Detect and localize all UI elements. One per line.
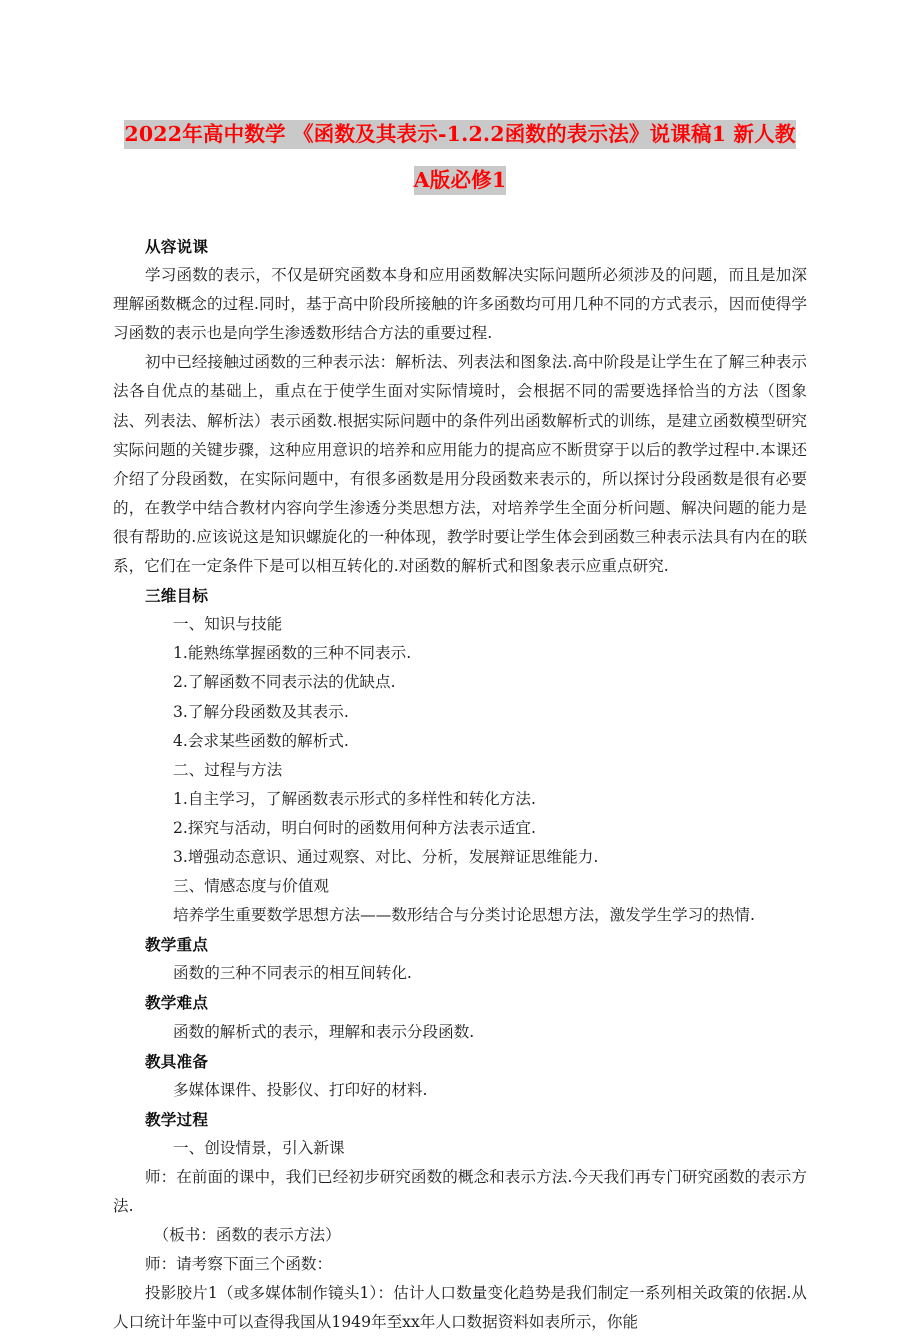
paragraph: 投影胶片1（或多媒体制作镜头1）：估计人口数量变化趋势是我们制定一系列相关政策的依据.从人口统计年鉴中可以查得我国从1949年至xx年人口数据资料如表所示，你能 [113, 1284, 807, 1332]
page-title [113, 112, 807, 202]
section-heading-jiaojuzhunbei: 教具准备 [144, 1051, 209, 1071]
list-item: 三、情感态度与价值观 [173, 877, 329, 896]
list-item: 培养学生重要数学思想方法——数形结合与分类讨论思想方法，激发学生学习的热情. [173, 906, 755, 925]
paragraph: 师：在前面的课中，我们已经初步研究函数的概念和表示方法.今天我们再专门研究函数的表示方法. [113, 1168, 807, 1216]
paragraph: 师：请考察下面三个函数： [144, 1255, 333, 1274]
list-item: 一、创设情景，引入新课 [173, 1138, 345, 1157]
paragraph: 学习函数的表示，不仅是研究函数本身和应用函数解决实际问题所必须涉及的问题，而且是加深理解函数概念的过程.同时，基于高中阶段所接触的许多函数均可用几种不同的方式表示，因而使得学习函数的表示也是向学生渗透数形结合方法的重要过程. [113, 266, 807, 343]
section-heading-jiaoxuenandian: 教学难点 [144, 993, 209, 1013]
section-heading-jiaoxuezhongdian: 教学重点 [144, 935, 209, 955]
list-item: 2.了解函数不同表示法的优缺点. [173, 673, 396, 692]
list-item: 3.增强动态意识、通过观察、对比、分析，发展辩证思维能力. [173, 847, 599, 866]
list-item: 函数的三种不同表示的相互间转化. [173, 964, 412, 983]
list-item: 函数的解析式的表示，理解和表示分段函数. [173, 1022, 475, 1041]
section-heading-jiaoxueguocheng: 教学过程 [144, 1109, 209, 1129]
document-body [113, 232, 807, 1338]
title-line-1 [113, 112, 807, 156]
title-line-1-text: 2022年高中数学 《函数及其表示-1.2.2函数的表示法》说课稿1 新人教 [124, 120, 795, 149]
section-heading-sanweimubiao: 三维目标 [144, 586, 209, 606]
list-item: 2.探究与活动，明白何时的函数用何种方法表示适宜. [173, 818, 536, 837]
list-item: 4.会求某些函数的解析式. [173, 731, 349, 750]
title-line-2-text: A版必修1 [414, 166, 507, 195]
list-item: 一、知识与技能 [173, 615, 283, 634]
paragraph: 初中已经接触过函数的三种表示法：解析法、列表法和图象法.高中阶段是让学生在了解三种表示法各自优点的基础上，重点在于使学生面对实际情境时，会根据不同的需要选择恰当的方法（图象法、列表法、解析法）表示函数.根据实际问题中的条件列出函数解析式的训练，是建立函数模型研究实际问题的关键步骤，这种应用意识的培养和应用能力的提高应不断贯穿于以后的教学过程中.本课还介绍了分段函数，在实际问题中，有很多函数是用分段函数来表示的，所以探讨分段函数是很有必要的，在教学中结合教材内容向学生渗透分类思想方法，对培养学生全面分析问题、解决问题的能力是很有帮助的.应该说这是知识螺旋化的一种体现，教学时要让学生体会到函数三种表示法具有内在的联系，它们在一定条件下是可以相互转化的.对函数的解析式和图象表示应重点研究. [113, 353, 807, 576]
list-item: 二、过程与方法 [173, 760, 283, 779]
section-heading-congrongshuoke: 从容说课 [144, 237, 209, 256]
list-item: 3.了解分段函数及其表示. [173, 702, 349, 721]
list-item: 多媒体课件、投影仪、打印好的材料. [173, 1080, 428, 1099]
list-item: 1.自主学习，了解函数表示形式的多样性和转化方法. [173, 789, 536, 808]
title-line-2 [113, 158, 807, 202]
list-item: 1.能熟练掌握函数的三种不同表示. [173, 644, 412, 663]
paragraph-blackboard-note: （板书：函数的表示方法） [153, 1226, 341, 1245]
